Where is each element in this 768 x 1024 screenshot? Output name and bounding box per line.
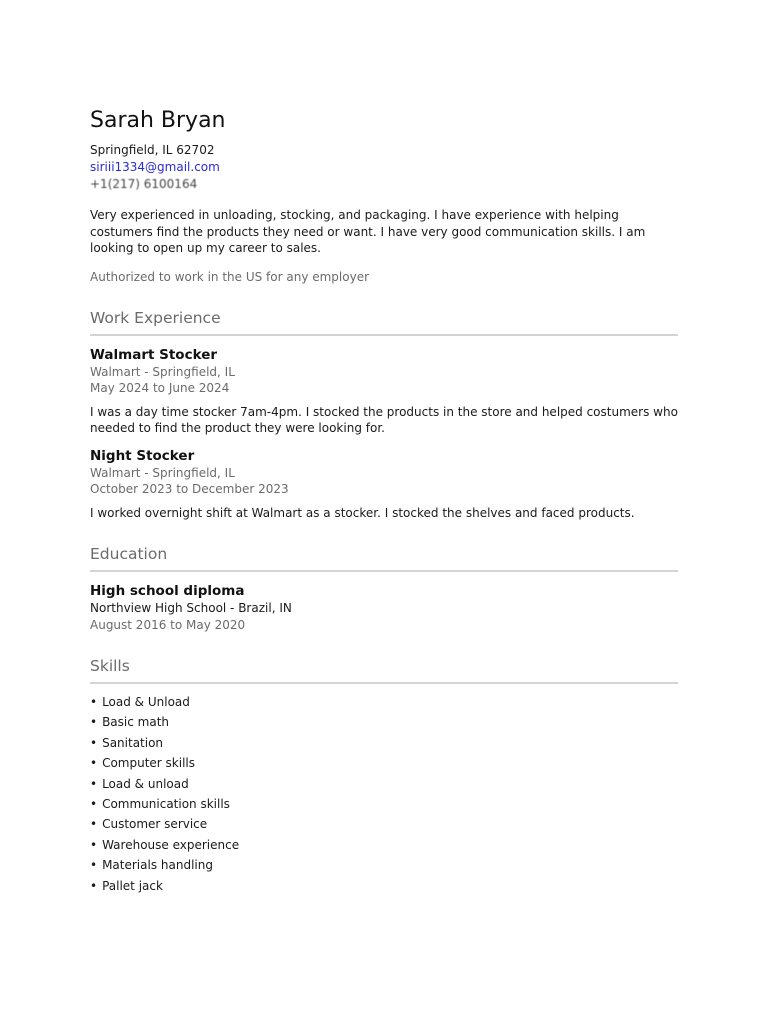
skill-item	[90, 855, 678, 875]
degree-title: High school diploma	[90, 583, 245, 599]
skill-item	[90, 692, 678, 712]
skill-item	[90, 774, 678, 794]
job-title: Night Stocker	[90, 447, 195, 464]
job-description: I was a day time stocker 7am-4pm. I stocked the products in the store and helped costumers who needed to find the product they were looking for.	[90, 404, 678, 435]
job-entry	[90, 447, 678, 522]
skill-item	[90, 753, 678, 773]
contact-block	[90, 142, 678, 193]
job-company: Walmart - Springfield, IL	[90, 465, 235, 480]
bullet-icon: •	[90, 878, 98, 893]
bullet-icon: •	[90, 756, 98, 771]
job-dates: October 2023 to December 2023	[90, 482, 289, 496]
bullet-icon: •	[90, 695, 98, 709]
job-title: Walmart Stocker	[90, 346, 218, 363]
school-name: Northview High School - Brazil, IN	[90, 601, 292, 615]
bullet-icon: •	[90, 797, 98, 812]
job-company: Walmart - Springfield, IL	[90, 364, 235, 379]
education-dates: August 2016 to May 2020	[90, 617, 246, 632]
bullet-icon: •	[90, 817, 98, 832]
skill-label: Load & unload	[102, 776, 189, 791]
job-description: I worked overnight shift at Walmart as a stocker. I stocked the shelves and faced products.	[90, 505, 635, 520]
education-entry	[90, 582, 678, 633]
skill-label: Pallet jack	[102, 878, 163, 893]
bullet-icon: •	[90, 858, 98, 873]
education-section	[90, 543, 678, 633]
email-link[interactable]: siriii1334@gmail.com	[90, 160, 220, 174]
skill-label: Basic math	[102, 715, 170, 730]
skill-label: Customer service	[102, 817, 208, 832]
skill-label: Load & Unload	[102, 695, 190, 709]
skill-item	[90, 794, 678, 814]
summary-text: Very experienced in unloading, stocking, and packaging. I have experience with helping costumers find the products they need or want. I have very good communication skills. I am looking to open up my career to sales.	[90, 208, 646, 255]
resume-page	[90, 106, 678, 896]
skills-list	[90, 692, 678, 896]
bullet-icon: •	[90, 735, 98, 750]
work-authorization: Authorized to work in the US for any employer	[90, 269, 370, 284]
phone-number: +1(217) 6100164	[90, 177, 198, 191]
job-dates: May 2024 to June 2024	[90, 381, 230, 395]
work-experience-section	[90, 307, 678, 522]
bullet-icon: •	[90, 776, 98, 791]
bullet-icon: •	[90, 715, 98, 730]
skill-label: Materials handling	[102, 858, 213, 873]
section-title-education: Education	[90, 543, 678, 572]
location-text: Springfield, IL 62702	[90, 143, 215, 157]
skill-item	[90, 712, 678, 732]
skill-label: Sanitation	[102, 735, 164, 750]
skill-label: Communication skills	[102, 797, 230, 812]
candidate-name: Sarah Bryan	[90, 108, 226, 133]
section-title-skills: Skills	[90, 655, 678, 684]
section-title-work: Work Experience	[90, 307, 678, 336]
skill-label: Warehouse experience	[102, 837, 240, 852]
skill-item	[90, 814, 678, 834]
job-entry	[90, 346, 678, 437]
skill-item	[90, 835, 678, 855]
skill-label: Computer skills	[102, 756, 196, 771]
skill-item	[90, 733, 678, 753]
skills-section	[90, 655, 678, 896]
skill-item	[90, 876, 678, 896]
bullet-icon: •	[90, 837, 98, 852]
